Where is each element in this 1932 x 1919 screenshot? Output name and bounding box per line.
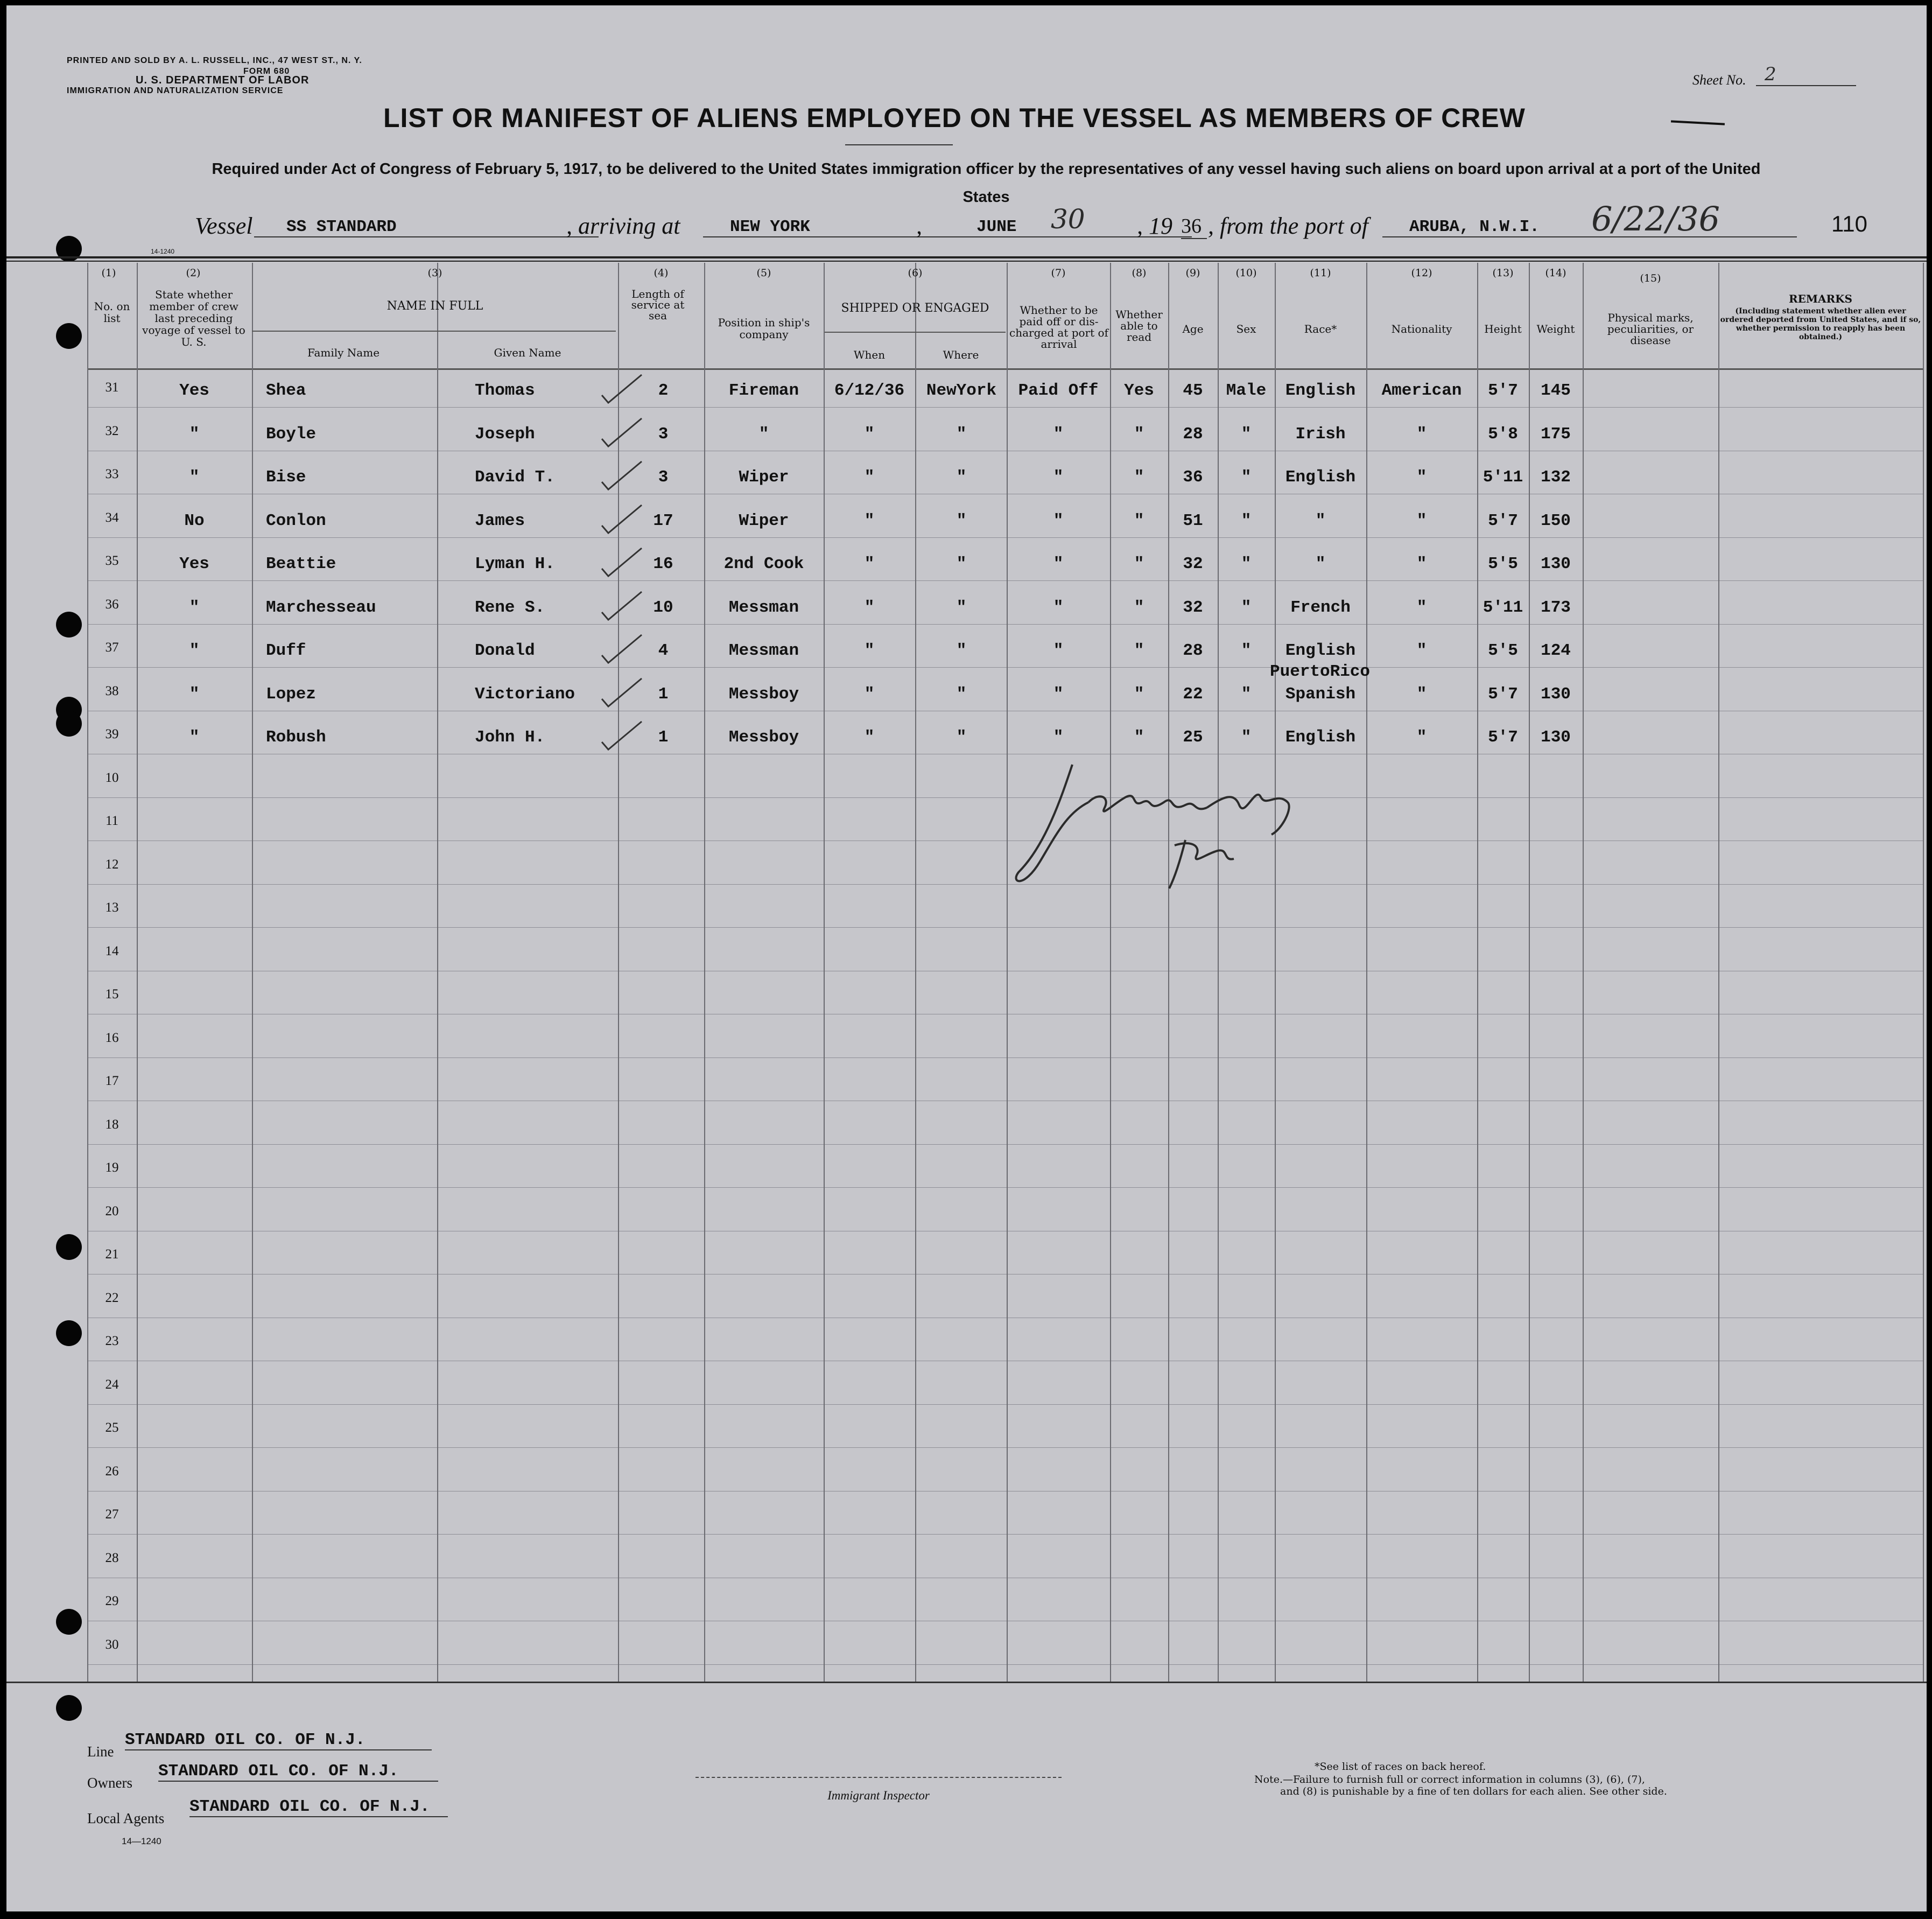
row-number: 22: [105, 1291, 119, 1305]
cell-family: Duff: [266, 641, 306, 660]
col-num-6: (6): [908, 267, 923, 279]
sheet-number-label: Sheet No.: [1692, 72, 1746, 88]
col-header-position: Position in ship's company: [718, 316, 810, 341]
cell-where: ": [956, 641, 967, 660]
cell-position: 2nd Cook: [723, 555, 804, 573]
cell-height: 5'5: [1488, 641, 1518, 660]
cell-read: ": [1134, 641, 1144, 660]
cell-given: Lyman H.: [475, 555, 555, 573]
row-rule: [87, 1447, 1923, 1448]
cell-prev: ": [189, 425, 200, 444]
cell-position: ": [758, 425, 769, 444]
check-mark: [599, 634, 647, 671]
row-number: 11: [105, 814, 119, 828]
row-rule: [87, 927, 1923, 928]
inspector-label: Immigrant Inspector: [827, 1789, 930, 1802]
cell-position: Messboy: [728, 728, 799, 747]
arriving-label: , arriving at: [566, 213, 680, 239]
row-rule: [87, 407, 1923, 408]
cell-age: 22: [1183, 685, 1203, 704]
cell-sex: Male: [1226, 381, 1267, 400]
cell-height: 5'7: [1488, 685, 1518, 704]
cell-nationality: ": [1416, 512, 1427, 530]
cell-where: ": [956, 512, 967, 530]
col-header-race: Race*: [1304, 323, 1337, 335]
vessel-name: SS STANDARD: [254, 218, 599, 237]
cell-given: James: [475, 512, 525, 530]
cell-service: 10: [653, 598, 673, 617]
cell-paid: ": [1053, 555, 1064, 573]
col-header-given-name: Given Name: [494, 346, 561, 359]
manifest-sheet: [6, 5, 1927, 1911]
cell-race: English: [1285, 381, 1356, 400]
races-note: *See list of races on back hereof.: [1315, 1761, 1486, 1773]
from-port-label: , from the port of: [1208, 213, 1368, 239]
col-header-physical-marks: Physical marks, peculiarities, or disease: [1607, 311, 1694, 347]
cell-prev: Yes: [179, 381, 209, 400]
col-num-4: (4): [654, 267, 669, 279]
cell-paid: ": [1053, 728, 1064, 747]
cell-read: ": [1134, 425, 1144, 444]
cell-position: Messman: [728, 598, 799, 617]
cell-age: 25: [1183, 728, 1203, 747]
inspector-signature-line: [695, 1777, 1062, 1778]
row-rule: [87, 1187, 1923, 1188]
cell-service: 2: [658, 381, 669, 400]
cell-family: Bise: [266, 468, 306, 487]
cell-given: John H.: [475, 728, 545, 747]
row-rule: [87, 1404, 1923, 1405]
cell-service: 3: [658, 468, 669, 487]
cell-weight: 150: [1541, 512, 1571, 530]
row-rule: [87, 580, 1923, 581]
cell-read: ": [1134, 468, 1144, 487]
cell-service: 4: [658, 641, 669, 660]
cell-family: Shea: [266, 381, 306, 400]
cell-family: Beattie: [266, 555, 336, 573]
cell-position: Messboy: [728, 685, 799, 704]
cell-weight: 130: [1541, 685, 1571, 704]
cell-read: ": [1134, 728, 1144, 747]
agents-value: STANDARD OIL CO. OF N.J.: [189, 1797, 448, 1817]
row-number: 35: [105, 554, 119, 568]
line-value: STANDARD OIL CO. OF N.J.: [125, 1731, 432, 1750]
column-rule: [1718, 263, 1719, 1682]
col-header-paid-off: Whether to be paid off or dis-charged at port of arrival: [1009, 304, 1108, 351]
cell-nationality: ": [1416, 598, 1427, 617]
cell-race: French: [1290, 598, 1351, 617]
column-rule: [1583, 263, 1584, 1682]
cell-sex: ": [1241, 468, 1252, 487]
cell-position: Messman: [728, 641, 799, 660]
col-header-name: NAME IN FULL: [387, 299, 483, 313]
column-rule: [252, 263, 253, 1682]
comma-separator: ,: [916, 213, 922, 239]
arrival-month: JUNE: [923, 218, 1192, 237]
cell-sex: ": [1241, 512, 1252, 530]
cell-race: Spanish: [1285, 685, 1356, 704]
cell-weight: 130: [1541, 728, 1571, 747]
cell-service: 1: [658, 685, 669, 704]
row-rule: [87, 667, 1923, 668]
col-num-10: (10): [1235, 267, 1257, 279]
row-number: 34: [105, 510, 119, 525]
row-number: 29: [105, 1594, 119, 1608]
departure-port: ARUBA, N.W.I.: [1382, 218, 1797, 237]
cell-paid: ": [1053, 425, 1064, 444]
arrival-year: 36: [1181, 214, 1207, 239]
cell-family: Lopez: [266, 685, 317, 704]
cell-given: David T.: [475, 468, 555, 487]
cell-where: ": [956, 425, 967, 444]
document-title: LIST OR MANIFEST OF ALIENS EMPLOYED ON THE VESSEL AS MEMBERS OF CREW: [383, 103, 1526, 133]
column-rule: [1923, 263, 1924, 1682]
cell-when: 6/12/36: [834, 381, 905, 400]
row-number: 13: [105, 900, 119, 915]
cell-family: Marchesseau: [266, 598, 376, 617]
col-num-8: (8): [1132, 267, 1147, 279]
col-header-previous-voyage: State whether member of crew last preceding voyage of vessel to U. S.: [142, 288, 245, 348]
cell-position: Wiper: [739, 512, 789, 530]
cell-prev: No: [184, 512, 205, 530]
row-rule: [87, 1144, 1923, 1145]
cell-when: ": [864, 512, 875, 530]
row-rule: [87, 1664, 1923, 1665]
service-name: IMMIGRATION AND NATURALIZATION SERVICE: [67, 86, 284, 95]
cell-height: 5'11: [1483, 598, 1523, 617]
row-number: 10: [105, 771, 119, 785]
cell-weight: 173: [1541, 598, 1571, 617]
cell-sex: ": [1241, 685, 1252, 704]
cell-age: 32: [1183, 598, 1203, 617]
cell-weight: 145: [1541, 381, 1571, 400]
cell-nationality: ": [1416, 641, 1427, 660]
col-header-when: When: [853, 348, 886, 361]
row-number: 12: [105, 857, 119, 872]
row-number: 21: [105, 1247, 119, 1262]
col-header-family-name: Family Name: [307, 346, 380, 359]
row-rule: [87, 884, 1923, 885]
cell-paid: ": [1053, 598, 1064, 617]
check-mark: [599, 720, 647, 758]
cell-read: Yes: [1124, 381, 1154, 400]
cell-height: 5'7: [1488, 512, 1518, 530]
cell-when: ": [864, 555, 875, 573]
cell-sex: ": [1241, 641, 1252, 660]
column-rule: [704, 263, 705, 1682]
cell-height: 5'8: [1488, 425, 1518, 444]
cell-prev: ": [189, 468, 200, 487]
handwritten-date: 6/22/36: [1591, 199, 1720, 239]
cell-weight: 124: [1541, 641, 1571, 660]
cell-height: 5'7: [1488, 381, 1518, 400]
cell-age: 51: [1183, 512, 1203, 530]
column-rule: [137, 263, 138, 1682]
cell-service: 17: [653, 512, 673, 530]
check-mark: [599, 374, 647, 411]
row-number: 15: [105, 987, 119, 1001]
cell-when: ": [864, 468, 875, 487]
cell-where: ": [956, 685, 967, 704]
row-number: 32: [105, 424, 119, 438]
row-number: 20: [105, 1204, 119, 1218]
shipped-subrule: [825, 332, 1006, 333]
col-num-2: (2): [186, 267, 201, 279]
vessel-label: Vessel: [195, 213, 253, 239]
col-num-14: (14): [1545, 267, 1566, 279]
cell-when: ": [864, 598, 875, 617]
check-mark: [599, 547, 647, 585]
cell-race: English: [1285, 728, 1356, 747]
cell-weight: 130: [1541, 555, 1571, 573]
cell-weight: 175: [1541, 425, 1571, 444]
cell-prev: ": [189, 641, 200, 660]
row-number: 19: [105, 1160, 119, 1175]
row-rule: [87, 1534, 1923, 1535]
row-number: 33: [105, 467, 119, 481]
cell-where: NewYork: [926, 381, 997, 400]
col-num-7: (7): [1051, 267, 1066, 279]
column-rule: [87, 263, 88, 1682]
cell-where: ": [956, 555, 967, 573]
cell-nationality: ": [1416, 425, 1427, 444]
cell-height: 5'5: [1488, 555, 1518, 573]
col-num-11: (11): [1310, 267, 1331, 279]
row-number: 30: [105, 1637, 119, 1652]
row-rule: [87, 797, 1923, 798]
row-number: 23: [105, 1334, 119, 1348]
cell-given: Victoriano: [475, 685, 575, 704]
cell-given: Rene S.: [475, 598, 545, 617]
col-header-service-length: Length of service at sea: [631, 288, 685, 322]
col-header-age: Age: [1182, 323, 1204, 335]
cell-when: ": [864, 728, 875, 747]
col-num-5: (5): [756, 267, 771, 279]
arrival-port: NEW YORK: [703, 218, 935, 237]
row-number: 39: [105, 727, 119, 741]
cell-paid: ": [1053, 641, 1064, 660]
cell-read: ": [1134, 512, 1144, 530]
row-number: 26: [105, 1464, 119, 1479]
cell-age: 36: [1183, 468, 1203, 487]
row-number: 17: [105, 1074, 119, 1088]
column-rule: [1168, 263, 1169, 1682]
cell-read: ": [1134, 598, 1144, 617]
cell-paid: ": [1053, 512, 1064, 530]
cell-age: 28: [1183, 641, 1203, 660]
col-header-weight: Weight: [1536, 323, 1575, 335]
cell-service: 16: [653, 555, 673, 573]
cell-given: Thomas: [475, 381, 535, 400]
cell-sex: ": [1241, 728, 1252, 747]
col-num-12: (12): [1411, 267, 1432, 279]
col-header-shipped: SHIPPED OR ENGAGED: [841, 302, 989, 315]
inspector-signature: [1008, 754, 1309, 894]
owners-value: STANDARD OIL CO. OF N.J.: [158, 1762, 438, 1782]
row-rule: [87, 624, 1923, 625]
department-name: U. S. DEPARTMENT OF LABOR: [136, 74, 310, 86]
cell-family: Robush: [266, 728, 326, 747]
row-number: 38: [105, 684, 119, 698]
crew-table: [6, 5, 1927, 1911]
cell-position: Wiper: [739, 468, 789, 487]
cell-nationality: American: [1381, 381, 1462, 400]
col-num-15: (15): [1640, 272, 1661, 284]
cell-service: 1: [658, 728, 669, 747]
cell-age: 32: [1183, 555, 1203, 573]
form-code: 14—1240: [122, 1836, 161, 1846]
arrival-day: 30: [1051, 204, 1085, 235]
cell-service: 3: [658, 425, 669, 444]
cell-sex: ": [1241, 598, 1252, 617]
cell-age: 28: [1183, 425, 1203, 444]
form-number: FORM 680: [243, 67, 290, 76]
col-num-3: (3): [427, 267, 442, 279]
penalty-note-1: Note.—Failure to furnish full or correct information in columns (3), (6), (7),: [1254, 1774, 1645, 1785]
cell-nationality: ": [1416, 555, 1427, 573]
row-number: 24: [105, 1377, 119, 1392]
cell-paid: ": [1053, 685, 1064, 704]
check-mark: [599, 591, 647, 628]
row-number: 28: [105, 1551, 119, 1565]
column-rule: [437, 263, 438, 1682]
col-header-able-to-read: Whether able to read: [1115, 308, 1163, 344]
cell-weight: 132: [1541, 468, 1571, 487]
cell-read: ": [1134, 555, 1144, 573]
cell-height: 5'7: [1488, 728, 1518, 747]
cell-read: ": [1134, 685, 1144, 704]
check-mark: [599, 504, 647, 542]
row-number: 27: [105, 1507, 119, 1522]
row-number: 36: [105, 597, 119, 612]
cell-prev: ": [189, 685, 200, 704]
col-header-list-number: No. on list: [94, 300, 130, 325]
row-number: 31: [105, 380, 119, 395]
cell-when: ": [864, 425, 875, 444]
col-num-9: (9): [1185, 267, 1200, 279]
cell-prev: Yes: [179, 555, 209, 573]
col-header-remarks-note: (Including statement whether alien ever ordered deported from United States, and if so, whether permission to reapply has been obtained.): [1720, 307, 1921, 341]
document-subtitle: Required under Act of Congress of February 5, 1917, to be delivered to the United States immigration officer by the representatives of any vessel having such aliens on board upon arrival at a port of the United States: [212, 160, 1761, 206]
cell-race: ": [1315, 555, 1326, 573]
check-mark: [599, 677, 647, 715]
cell-race: Irish: [1295, 425, 1346, 444]
cell-age: 45: [1183, 381, 1203, 400]
page-number: 110: [1831, 211, 1867, 236]
line-label: Line: [87, 1743, 114, 1760]
row-number: 16: [105, 1031, 119, 1045]
cell-race-note: PuertoRico: [1269, 662, 1371, 681]
cell-nationality: ": [1416, 468, 1427, 487]
cell-when: ": [864, 641, 875, 660]
check-mark: [599, 460, 647, 498]
col-header-where: Where: [943, 348, 979, 361]
cell-height: 5'11: [1483, 468, 1523, 487]
cell-where: ": [956, 468, 967, 487]
row-number: 25: [105, 1420, 119, 1435]
cell-given: Donald: [475, 641, 535, 660]
cell-where: ": [956, 598, 967, 617]
cell-prev: ": [189, 728, 200, 747]
cell-paid: Paid Off: [1018, 381, 1099, 400]
cell-family: Conlon: [266, 512, 326, 530]
col-header-remarks: REMARKS: [1789, 292, 1852, 305]
cell-race: English: [1285, 468, 1356, 487]
cell-paid: ": [1053, 468, 1064, 487]
cell-nationality: ": [1416, 685, 1427, 704]
col-header-nationality: Nationality: [1391, 323, 1452, 335]
row-rule: [87, 537, 1923, 538]
cell-race: ": [1315, 512, 1326, 530]
cell-race: English: [1285, 641, 1356, 660]
cell-family: Boyle: [266, 425, 317, 444]
row-number: 14: [105, 944, 119, 958]
name-subrule: [252, 331, 616, 332]
col-header-sex: Sex: [1236, 323, 1256, 335]
cell-where: ": [956, 728, 967, 747]
printer-line: PRINTED AND SOLD BY A. L. RUSSELL, INC., 47 WEST ST., N. Y.: [67, 56, 362, 65]
penalty-note-2: and (8) is punishable by a fine of ten dollars for each alien. See other side.: [1280, 1785, 1667, 1797]
agents-label: Local Agents: [87, 1810, 165, 1826]
cell-given: Joseph: [475, 425, 535, 444]
cell-nationality: ": [1416, 728, 1427, 747]
row-rule: [87, 1057, 1923, 1058]
small-code: 14-1240: [151, 248, 175, 255]
col-num-13: (13): [1492, 267, 1514, 279]
cell-position: Fireman: [728, 381, 799, 400]
year-prefix: , 19: [1137, 213, 1172, 239]
row-number: 37: [105, 640, 119, 655]
row-number: 18: [105, 1117, 119, 1132]
table-bottom-rule: [6, 1682, 1927, 1683]
col-header-height: Height: [1484, 323, 1522, 335]
owners-label: Owners: [87, 1775, 132, 1791]
cell-sex: ": [1241, 425, 1252, 444]
col-num-1: (1): [101, 267, 116, 279]
cell-when: ": [864, 685, 875, 704]
cell-sex: ": [1241, 555, 1252, 573]
cell-prev: ": [189, 598, 200, 617]
check-mark: [599, 417, 647, 455]
sheet-number-value: 2: [1756, 64, 1856, 86]
